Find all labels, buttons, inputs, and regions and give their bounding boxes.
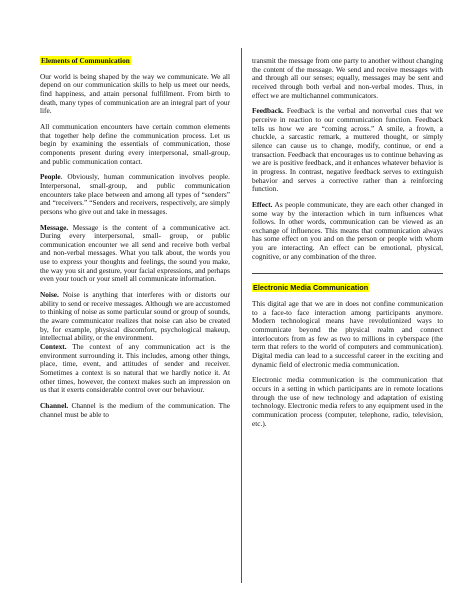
paragraph-channel-continued <box>252 57 443 100</box>
section-heading-wrap <box>252 273 443 293</box>
left-column <box>40 57 230 426</box>
paragraph-electronic-media <box>252 376 443 428</box>
paragraph-text: Message is the content of a communicative act. During every interpersonal, small- group, or public communication encounter we all send and receive both verbal and non-verbal messages. What you talk about, the words you use to express your thoughts and feelings, the sound you make, the way you sit and gesture, your facial expressions, and perhaps even your touch or your smell all communicate information. <box>40 222 230 284</box>
paragraph-elements <box>40 123 230 166</box>
paragraph-text: As people communicate, they are each other changed in some way by the interaction which in turn influences what follows. In other words, communication can be viewed as an exchange of influences. This means that communication always has some effect on you and on the person or people with whom you are interacting. An effect can be emotional, physical, cognitive, or any combination of the three. <box>252 199 443 261</box>
term-feedback: Feedback. <box>252 106 284 116</box>
paragraph-text: Noise is anything that interferes with or distorts our ability to send or receive messages. Although we are accustomed to thinking of noise as some particular sound or group of sounds, the aware communicator realizes that noise can also be created by, for example, physical discomfort, psychological makeup, intellectual ability, or the environment. <box>40 290 230 343</box>
paragraph-context <box>40 343 230 395</box>
paragraph-effect <box>252 201 443 262</box>
term-people: People <box>40 172 61 182</box>
paragraph-intro <box>40 73 230 116</box>
paragraph-text: This digital age that we are in does not confine communication to a face-to face interaction among participants anymore. Modern technological means have revolutionized ways to communicate beyond the physical realm and connect interlocutors from as few as two to millions in cyberspace (the term that refers to the world of computers and communication). Digital media can lead to a successful career in the exciting and dynamic field of electronic media communication. <box>252 299 443 369</box>
paragraph-digital-age <box>252 300 443 369</box>
section-heading-electronic-media: Electronic Media Communication <box>253 283 369 293</box>
paragraph-noise <box>40 291 230 343</box>
term-message: Message. <box>40 222 69 232</box>
paragraph-message <box>40 224 230 285</box>
paragraph-text: Channel is the medium of the communication. The channel must be able to <box>40 400 230 419</box>
paragraph-text: Electronic media communication is the communication that occurs in a setting in which participants are in remote locations through the use of new technology and adaptation of existing technology. Electronic media refers to any equipment used in the communication process (computer, telephone, radio, television, etc.). <box>252 375 443 428</box>
term-channel: Channel. <box>40 400 69 410</box>
right-column <box>252 57 443 435</box>
term-noise: Noise. <box>40 290 59 300</box>
section-heading-elements: Elements of Communication <box>41 56 130 65</box>
paragraph-text: All communication encounters have certain common elements that together help define the communication process. Let us begin by examining the essentials of communication, those components present during every interpersonal, small-group, and public communication contact. <box>40 121 230 166</box>
paragraph-people <box>40 173 230 216</box>
paragraph-text: . Obviously, human communication involves people. Interpersonal, small-group, and public communication encounters take place between and among all types of “senders” and “receivers.” “Senders and receivers, respectively, are simply persons who give out and take in messages. <box>40 172 230 216</box>
paragraph-feedback <box>252 107 443 194</box>
term-effect: Effect. <box>252 199 273 209</box>
paragraph-channel <box>40 402 230 419</box>
paragraph-text: Feedback is the verbal and nonverbal cues that we perceive in reaction to our communication function. Feedback tells us how we are “coming across.” A smile, a frown, a chuckle, a sarcastic remark, a muttered thought, or simply silence can cause us to change, modify, continue, or end a transaction. Feedback that encourages us to continue behaving as we are is positive feedback, and it enhances whatever behavior is in progress. In contrast, negative feedback serves to extinguish behavior and serves a corrective rather than a reinforcing function. <box>252 106 443 194</box>
paragraph-text: Our world is being shaped by the way we communicate. We all depend on our communication skills to help us meet our needs, find happiness, and attain personal fulfillment. From birth to death, many types of communication are an integral part of your life. <box>40 71 230 116</box>
paragraph-text: transmit the message from one party to another without changing the content of the message. We send and receive messages with and through all our senses; equally, messages may be sent and received through both verbal and non-verbal modes. Thus, in effect we are multichannel communicators. <box>252 56 443 100</box>
section-heading-wrap <box>40 57 230 66</box>
paragraph-text: The context of any communication act is the environment surrounding it. This includes, among other things, place, time, event, and attitudes of sender and receiver. Sometimes a context is so natural that we hardly notice it. At other times, however, the context makes such an impression on us that it exerts considerable control over our behaviour. <box>40 342 230 395</box>
column-divider <box>241 48 242 583</box>
term-context: Context. <box>40 342 67 352</box>
